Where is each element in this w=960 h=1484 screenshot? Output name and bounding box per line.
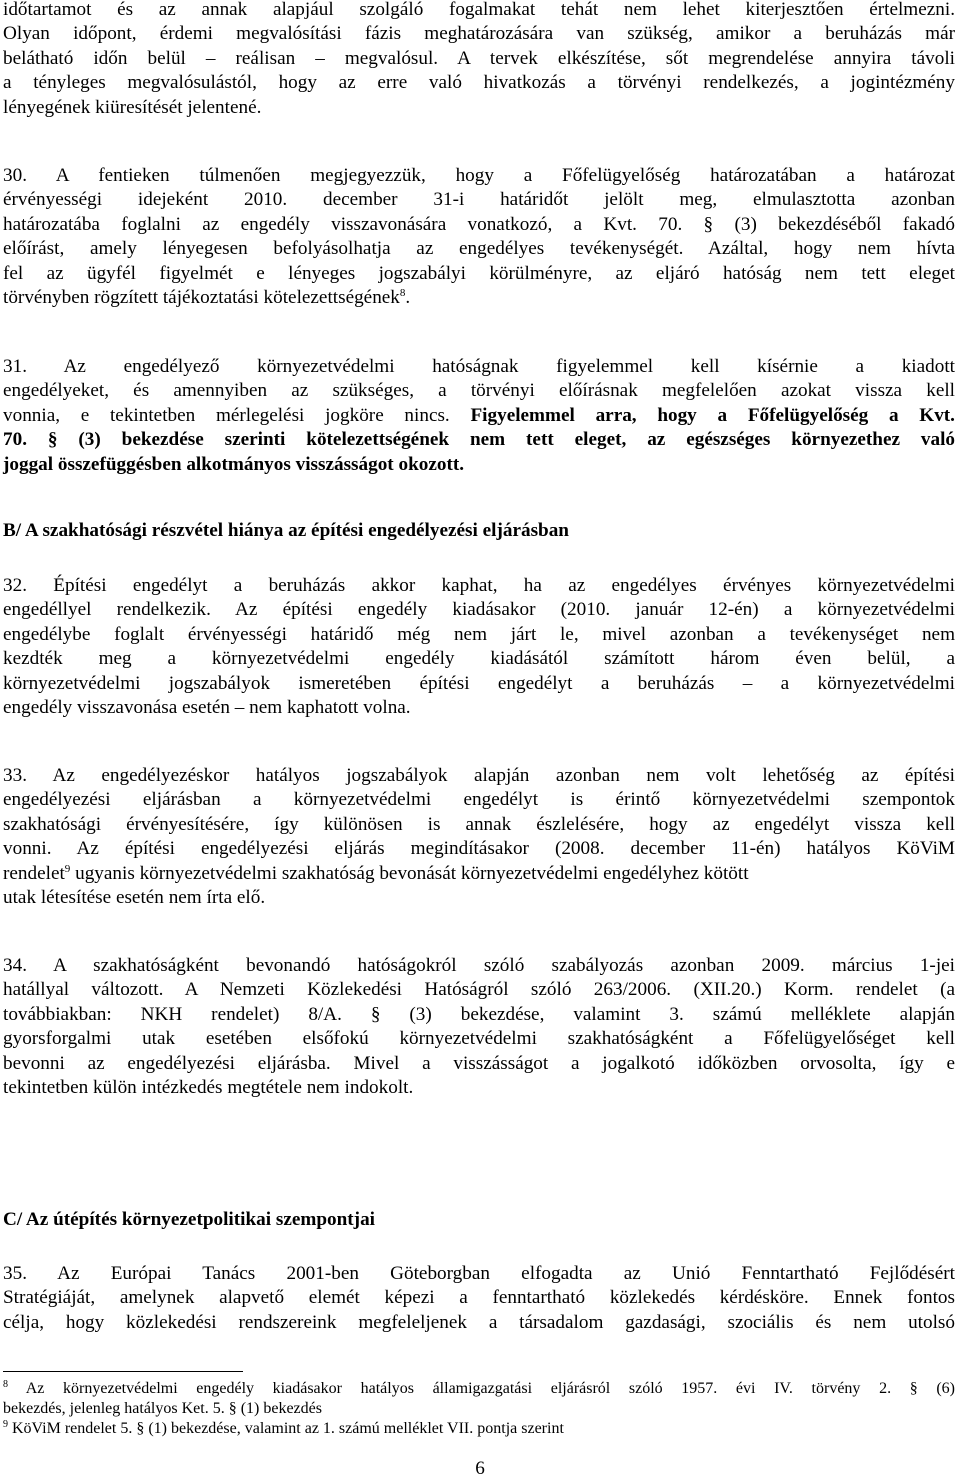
text-line: határozatába foglalni az engedély visszavonására vonatkozó, a Kvt. 70. § (3) bekezdéséből fakadó (3, 213, 955, 235)
text-line: előírást, amely lényegesen befolyásolhatja az engedélyes tevékenységét. Azáltal, hogy nem hívta (3, 238, 955, 260)
bold-text-segment: joggal összefüggésben alkotmányos visszásságot okozott. (3, 453, 465, 475)
footnote-text: Az környezetvédelmi engedély kiadásakor hatályos államigazgatási eljárásról szóló 1957. évi IV. törvény 2. § (6) (8, 1380, 955, 1397)
text-line: hatállyal változott. A Nemzeti Közlekedési Hatóságról szóló 263/2006. (XII.20.) Korm. rendelet (a (3, 979, 955, 1001)
text-line: kezdték meg a környezetvédelmi engedély kiadásától számított három éven belül, a (3, 648, 955, 670)
text-line (3, 428, 955, 452)
text-line: továbbiakban: NKH rendelet) 8/A. § (3) bekezdése, valamint 3. számú melléklete alapján (3, 1003, 955, 1025)
paragraph-31 (3, 355, 955, 477)
text-line: 34. A szakhatóságként bevonandó hatóságokról szóló szabályozás azonban 2009. március 1-jei (3, 955, 955, 976)
text-segment: ugyanis környezetvédelmi szakhatóság bevonását környezetvédelmi engedélyhez kötött (70, 862, 749, 884)
text-line: célja, hogy közlekedési rendszereink megfeleljenek a társadalom gazdasági, szociális és nem utolsó (3, 1311, 955, 1333)
text-line: 35. Az Európai Tanács 2001-ben Göteborgban elfogadta az Unió Fenntartható Fejlődésért (3, 1263, 955, 1284)
section-heading-c: C/ Az útépítés környezetpolitikai szempontjai (3, 1209, 375, 1230)
section-heading-b: B/ A szakhatósági részvétel hiánya az építési engedélyezési eljárásban (3, 520, 569, 541)
paragraph-33 (3, 764, 955, 910)
text-line: 33. Az engedélyezéskor hatályos jogszabályok alapján azonban nem volt lehetőség az építési (3, 765, 955, 786)
text-segment: . (405, 287, 411, 309)
text-line (3, 862, 955, 886)
paragraph-intro (3, 0, 955, 120)
text-line: Stratégiáját, amelynek alapvető elemét képezi a fenntartható közlekedés kérdésköre. Ennek fontos (3, 1287, 955, 1309)
paragraph-32 (3, 574, 955, 720)
footnote-separator (3, 1371, 243, 1372)
text-segment: törvényben rögzített tájékoztatási kötelezettségének (3, 287, 400, 309)
paragraph-34 (3, 954, 955, 1100)
text-line: engedélyezési eljárásban a környezetvédelmi engedélyt is érintő környezetvédelmi szempontok (3, 789, 955, 811)
bold-text-segment: Figyelemmel arra, hogy a Főfelügyelőség a Kvt. (470, 404, 955, 426)
text-line: érvényességi idejeként 2010. december 31-i határidőt jelölt meg, elmulasztotta azonban (3, 189, 955, 211)
paragraph-30 (3, 164, 955, 310)
text-line: engedélyeket, és amennyiben az szükséges, a törvényi előírásnak megfelelően azokat vissza kell (3, 380, 955, 402)
footnote-text: KöViM rendelet 5. § (1) bekezdése, valamint az 1. számú melléklet VII. pontja szerint (8, 1420, 564, 1437)
text-line: bevonni az engedélyezési eljárásba. Mivel a visszásságot a jogalkotó időközben orvosolta, így e (3, 1052, 955, 1074)
text-line: belátható időn belül – reálisan – megvalósul. A tervek elkészítése, sőt megrendelése annyira távoli (3, 47, 955, 69)
text-line: fel az ügyfél figyelmét e lényeges jogszabályi körülményre, az eljáró hatóság nem tett eleget (3, 262, 955, 284)
text-line: lényegének kiüresítését jelentené. (3, 96, 262, 118)
footnote-8 (3, 1379, 955, 1399)
text-line (3, 286, 955, 310)
footnote-ref-8[interactable]: 8 (399, 287, 406, 300)
text-line (3, 453, 955, 477)
text-line (3, 404, 955, 428)
text-line: engedély visszavonása esetén – nem kaphatott volna. (3, 697, 411, 719)
text-line: 32. Építési engedélyt a beruházás akkor kaphat, ha az engedélyes érvényes környezetvédelmi (3, 575, 955, 596)
footnote-number: 9 (3, 1419, 8, 1430)
footnote-9 (3, 1419, 955, 1439)
text-line: tekintetben külön intézkedés megtétele nem indokolt. (3, 1077, 414, 1099)
text-line: szakhatósági érvényesítésére, így különösen is annak észlelésére, hogy az engedélyt vissza kell (3, 813, 955, 835)
text-line: időtartamot és az annak alapjául szolgáló fogalmakat tehát nem lehet kiterjesztően értelmezni. (3, 0, 955, 20)
page-number: 6 (475, 1458, 485, 1479)
text-segment: vonnia, e tekintetben mérlegelési jogköre nincs. (3, 404, 471, 426)
text-line: utak létesítése esetén nem írta elő. (3, 887, 266, 909)
text-line: 30. A fentieken túlmenően megjegyezzük, hogy a Főfelügyelőség határozatában a határozat (3, 165, 955, 186)
paragraph-35 (3, 1262, 955, 1335)
text-line: a tényleges megvalósulástól, hogy az erre való hivatkozás a törvényi rendelkezés, a jogintézmény (3, 72, 955, 94)
text-line: vonni. Az építési engedélyezési eljárás megindításakor (2008. december 11-én) hatályos KöViM (3, 838, 955, 860)
footnote-ref-9[interactable]: 9 (64, 862, 71, 875)
text-segment: rendelet (3, 862, 65, 884)
bold-text-segment: 70. § (3) bekezdése szerinti kötelezettségének nem tett eleget, az egészséges környezethez való (3, 429, 955, 451)
text-line: engedélybe foglalt érvényességi határidő még nem járt le, mivel azonban a tevékenységet nem (3, 623, 955, 645)
text-line: engedéllyel rendelkezik. Az építési engedély kiadásakor (2010. január 12-én) a környezetvédelmi (3, 599, 955, 621)
text-line: Olyan időpont, érdemi megvalósítási fázis meghatározására van szükség, amikor a beruházás már (3, 23, 955, 45)
footnotes (3, 1379, 955, 1439)
footnote-8-continued: bekezdés, jelenleg hatályos Ket. 5. § (1) bekezdés (3, 1400, 322, 1417)
text-line: környezetvédelmi jogszabályok ismeretében építési engedélyt a beruházás – a környezetvédelmi (3, 672, 955, 694)
footnote-number: 8 (3, 1379, 8, 1390)
text-line: gyorsforgalmi utak esetében elsőfokú környezetvédelmi szakhatóságként a Főfelügyelőséget kell (3, 1028, 955, 1050)
text-line: 31. Az engedélyező környezetvédelmi hatóságnak figyelemmel kell kísérnie a kiadott (3, 356, 955, 377)
